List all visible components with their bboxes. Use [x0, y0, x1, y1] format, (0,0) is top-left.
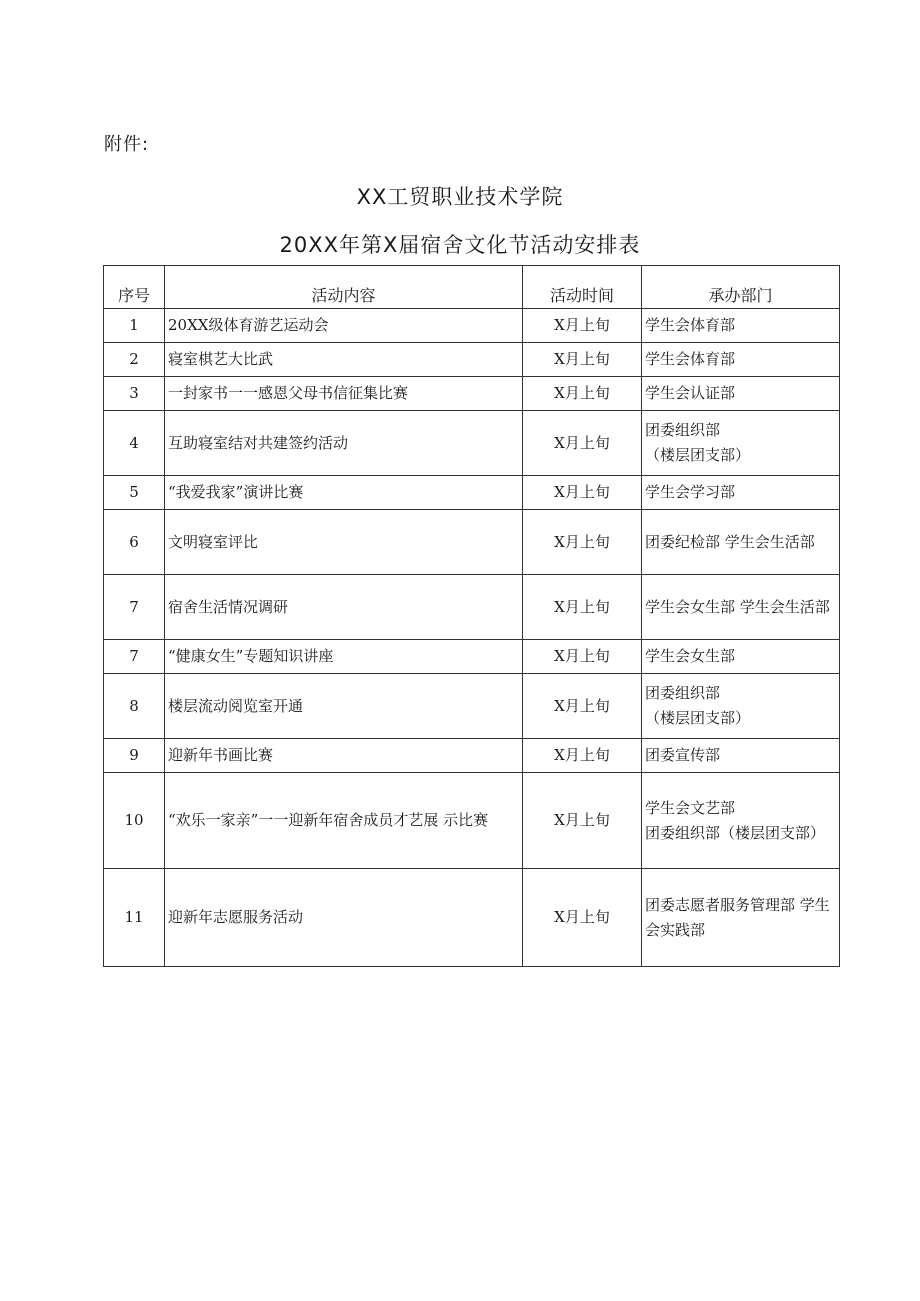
activity-cell: “我爱我家”演讲比赛 — [165, 476, 523, 510]
department-cell: 学生会女生部 学生会生活部 — [642, 575, 840, 640]
time-cell: X月上旬 — [523, 309, 642, 343]
table-row — [104, 739, 840, 773]
row-number-cell: 2 — [104, 343, 165, 377]
time-cell: X月上旬 — [523, 739, 642, 773]
time-cell: X月上旬 — [523, 411, 642, 476]
column-header-number: 序号 — [104, 266, 165, 309]
time-cell: X月上旬 — [523, 476, 642, 510]
department-cell: 学生会认证部 — [642, 377, 840, 411]
activity-cell: 迎新年志愿服务活动 — [165, 869, 523, 967]
row-number-cell: 10 — [104, 773, 165, 869]
activity-cell: 宿舍生活情况调研 — [165, 575, 523, 640]
row-number-cell: 11 — [104, 869, 165, 967]
table-row — [104, 773, 840, 869]
activity-cell: 20XX级体育游艺运动会 — [165, 309, 523, 343]
row-number-cell: 1 — [104, 309, 165, 343]
activity-cell: 互助寝室结对共建签约活动 — [165, 411, 523, 476]
department-cell: 学生会体育部 — [642, 343, 840, 377]
column-header-time: 活动时间 — [523, 266, 642, 309]
department-cell: 学生会文艺部 团委组织部（楼层团支部） — [642, 773, 840, 869]
row-number-cell: 8 — [104, 674, 165, 739]
row-number-cell: 7 — [104, 575, 165, 640]
time-cell: X月上旬 — [523, 343, 642, 377]
department-cell: 团委宣传部 — [642, 739, 840, 773]
table-row — [104, 377, 840, 411]
table-row — [104, 575, 840, 640]
table-header-row — [104, 266, 840, 309]
department-cell: 团委组织部 （楼层团支部） — [642, 674, 840, 739]
department-cell: 学生会体育部 — [642, 309, 840, 343]
row-number-cell: 6 — [104, 510, 165, 575]
table-row — [104, 674, 840, 739]
department-cell: 学生会学习部 — [642, 476, 840, 510]
department-cell: 团委纪检部 学生会生活部 — [642, 510, 840, 575]
row-number-cell: 4 — [104, 411, 165, 476]
activity-cell: “欢乐一家亲”一一迎新年宿舍成员才艺展 示比赛 — [165, 773, 523, 869]
row-number-cell: 3 — [104, 377, 165, 411]
time-cell: X月上旬 — [523, 869, 642, 967]
activity-cell: “健康女生”专题知识讲座 — [165, 640, 523, 674]
department-cell: 学生会女生部 — [642, 640, 840, 674]
department-cell: 团委志愿者服务管理部 学生会实践部 — [642, 869, 840, 967]
column-header-activity: 活动内容 — [165, 266, 523, 309]
activity-cell: 楼层流动阅览室开通 — [165, 674, 523, 739]
activity-cell: 迎新年书画比赛 — [165, 739, 523, 773]
time-cell: X月上旬 — [523, 640, 642, 674]
table-row — [104, 510, 840, 575]
column-header-department: 承办部门 — [642, 266, 840, 309]
time-cell: X月上旬 — [523, 674, 642, 739]
table-row — [104, 411, 840, 476]
activity-schedule-table — [103, 265, 840, 967]
activity-cell: 文明寝室评比 — [165, 510, 523, 575]
activity-cell: 一封家书一一感恩父母书信征集比赛 — [165, 377, 523, 411]
time-cell: X月上旬 — [523, 773, 642, 869]
row-number-cell: 7 — [104, 640, 165, 674]
table-body — [104, 309, 840, 967]
table-row — [104, 476, 840, 510]
time-cell: X月上旬 — [523, 510, 642, 575]
row-number-cell: 9 — [104, 739, 165, 773]
table-row — [104, 309, 840, 343]
table-row — [104, 640, 840, 674]
row-number-cell: 5 — [104, 476, 165, 510]
time-cell: X月上旬 — [523, 575, 642, 640]
department-cell: 团委组织部 （楼层团支部） — [642, 411, 840, 476]
attachment-label: 附件: — [104, 134, 150, 155]
school-name-title: XX工贸职业技术学院 — [356, 185, 564, 209]
table-row — [104, 869, 840, 967]
schedule-title: 20XX年第X届宿舍文化节活动安排表 — [279, 233, 641, 257]
time-cell: X月上旬 — [523, 377, 642, 411]
table-row — [104, 343, 840, 377]
activity-cell: 寝室棋艺大比武 — [165, 343, 523, 377]
